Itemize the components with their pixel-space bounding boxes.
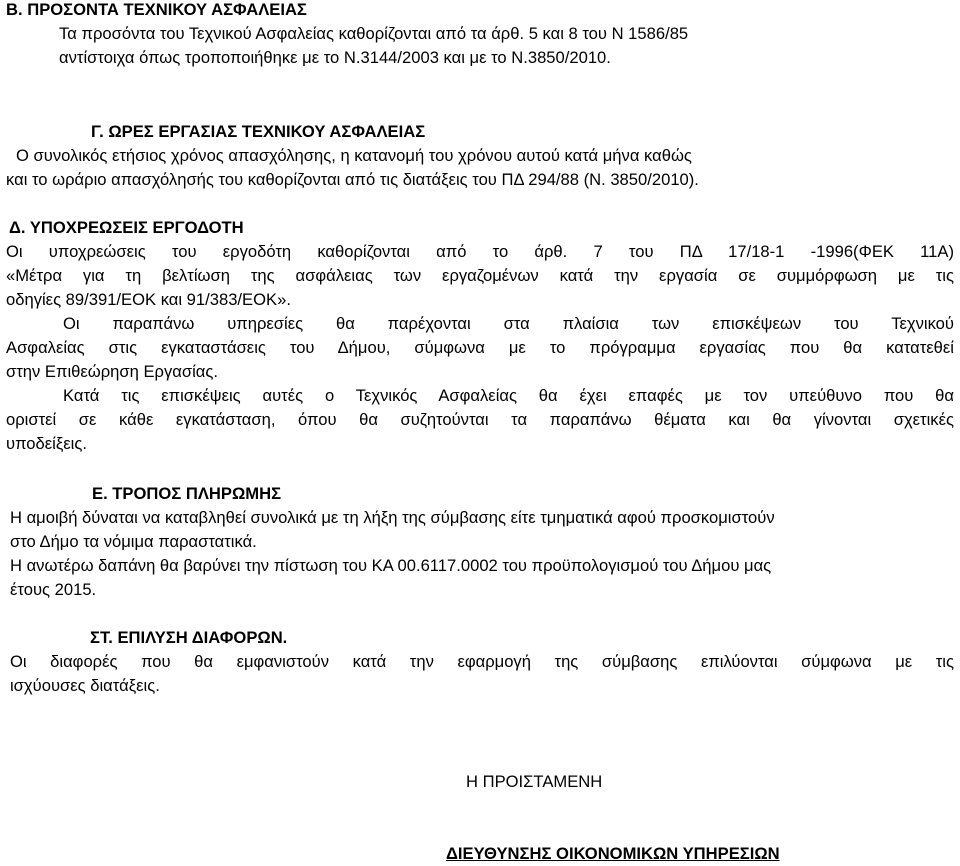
section-b-line-1: Τα προσόντα του Τεχνικού Ασφαλείας καθορίζονται από τα άρθ. 5 και 8 του Ν 1586/85 bbox=[59, 24, 689, 43]
section-c-line-1: Ο συνολικός ετήσιος χρόνος απασχόλησης, η κατανομή του χρόνου αυτού κατά μήνα καθώς bbox=[16, 146, 692, 165]
section-d-p1-line-1: Οι υποχρεώσεις του εργοδότη καθορίζονται από το άρθ. 7 του ΠΔ 17/18-1 -1996(ΦΕΚ 11Α) bbox=[6, 242, 954, 261]
section-c-line-2: και το ωράριο απασχόλησής του καθορίζονται από τις διατάξεις του ΠΔ 294/88 (Ν. 3850/2010). bbox=[6, 170, 699, 189]
section-d-p2-line-3: στην Επιθεώρηση Εργασίας. bbox=[6, 362, 218, 381]
section-d bbox=[6, 216, 954, 456]
section-f-line-1: Οι διαφορές που θα εμφανιστούν κατά την εφαρμογή της σύμβασης επιλύονται σύμφωνα με τις bbox=[10, 652, 954, 671]
section-d-p2-line-2: Ασφαλείας στις εγκαταστάσεις του Δήμου, σύμφωνα με το πρόγραμμα εργασίας που θα κατατεθεί bbox=[6, 338, 954, 357]
section-e bbox=[6, 482, 954, 602]
section-d-p3-line-2: οριστεί σε κάθε εγκατάσταση, όπου θα συζητούνται τα παραπάνω θέματα και θα γίνονται σχετικές bbox=[6, 410, 954, 429]
section-f bbox=[6, 626, 954, 698]
section-f-heading: ΣΤ. ΕΠΙΛΥΣΗ ΔΙΑΦΟΡΩΝ. bbox=[90, 628, 288, 647]
section-d-p2-line-1: Οι παραπάνω υπηρεσίες θα παρέχονται στα πλαίσια των επισκέψεων του Τεχνικού bbox=[63, 314, 954, 333]
signature-title: Η ΠΡΟΙΣΤΑΜΕΝΗ bbox=[466, 772, 603, 791]
signature-department: ΔΙΕΥΘΥΝΣΗΣ ΟΙΚΟΝΟΜΙΚΩΝ ΥΠΗΡΕΣΙΩΝ bbox=[446, 844, 780, 863]
section-b bbox=[6, 0, 954, 70]
section-b-heading: Β. ΠΡΟΣΟΝΤΑ ΤΕΧΝΙΚΟΥ ΑΣΦΑΛΕΙΑΣ bbox=[6, 0, 307, 19]
section-e-heading: Ε. ΤΡΟΠΟΣ ΠΛΗΡΩΜΗΣ bbox=[92, 484, 282, 503]
section-d-p1-line-3: οδηγίες 89/391/ΕΟΚ και 91/383/ΕΟΚ». bbox=[6, 290, 291, 309]
section-b-line-2: αντίστοιχα όπως τροποποιήθηκε με το Ν.3144/2003 και με το Ν.3850/2010. bbox=[59, 48, 611, 67]
section-c bbox=[6, 120, 954, 192]
section-d-p3-line-3: υποδείξεις. bbox=[6, 434, 87, 453]
section-d-heading: Δ. ΥΠΟΧΡΕΩΣΕΙΣ ΕΡΓΟΔΟΤΗ bbox=[9, 218, 244, 237]
section-e-p1-line-1: Η αμοιβή δύναται να καταβληθεί συνολικά με τη λήξη της σύμβασης είτε τμηματικά αφού προσκομιστούν bbox=[10, 508, 775, 527]
section-c-heading: Γ. ΩΡΕΣ ΕΡΓΑΣΙΑΣ ΤΕΧΝΙΚΟΥ ΑΣΦΑΛΕΙΑΣ bbox=[91, 122, 426, 141]
section-d-p3-line-1: Κατά τις επισκέψεις αυτές ο Τεχνικός Ασφαλείας θα έχει επαφές με τον υπεύθυνο που θα bbox=[63, 386, 954, 405]
section-d-p1-line-2: «Μέτρα για τη βελτίωση της ασφάλειας των εργαζομένων κατά την εργασία σε συμμόρφωση με τις bbox=[6, 266, 954, 285]
section-e-p2-line-1: Η ανωτέρω δαπάνη θα βαρύνει την πίστωση του ΚΑ 00.6117.0002 του προϋπολογισμού του Δήμου μας bbox=[10, 556, 772, 575]
section-e-p2-line-2: έτους 2015. bbox=[10, 580, 97, 599]
section-e-p1-line-2: στο Δήμο τα νόμιμα παραστατικά. bbox=[10, 532, 257, 551]
section-f-line-2: ισχύουσες διατάξεις. bbox=[10, 676, 160, 695]
